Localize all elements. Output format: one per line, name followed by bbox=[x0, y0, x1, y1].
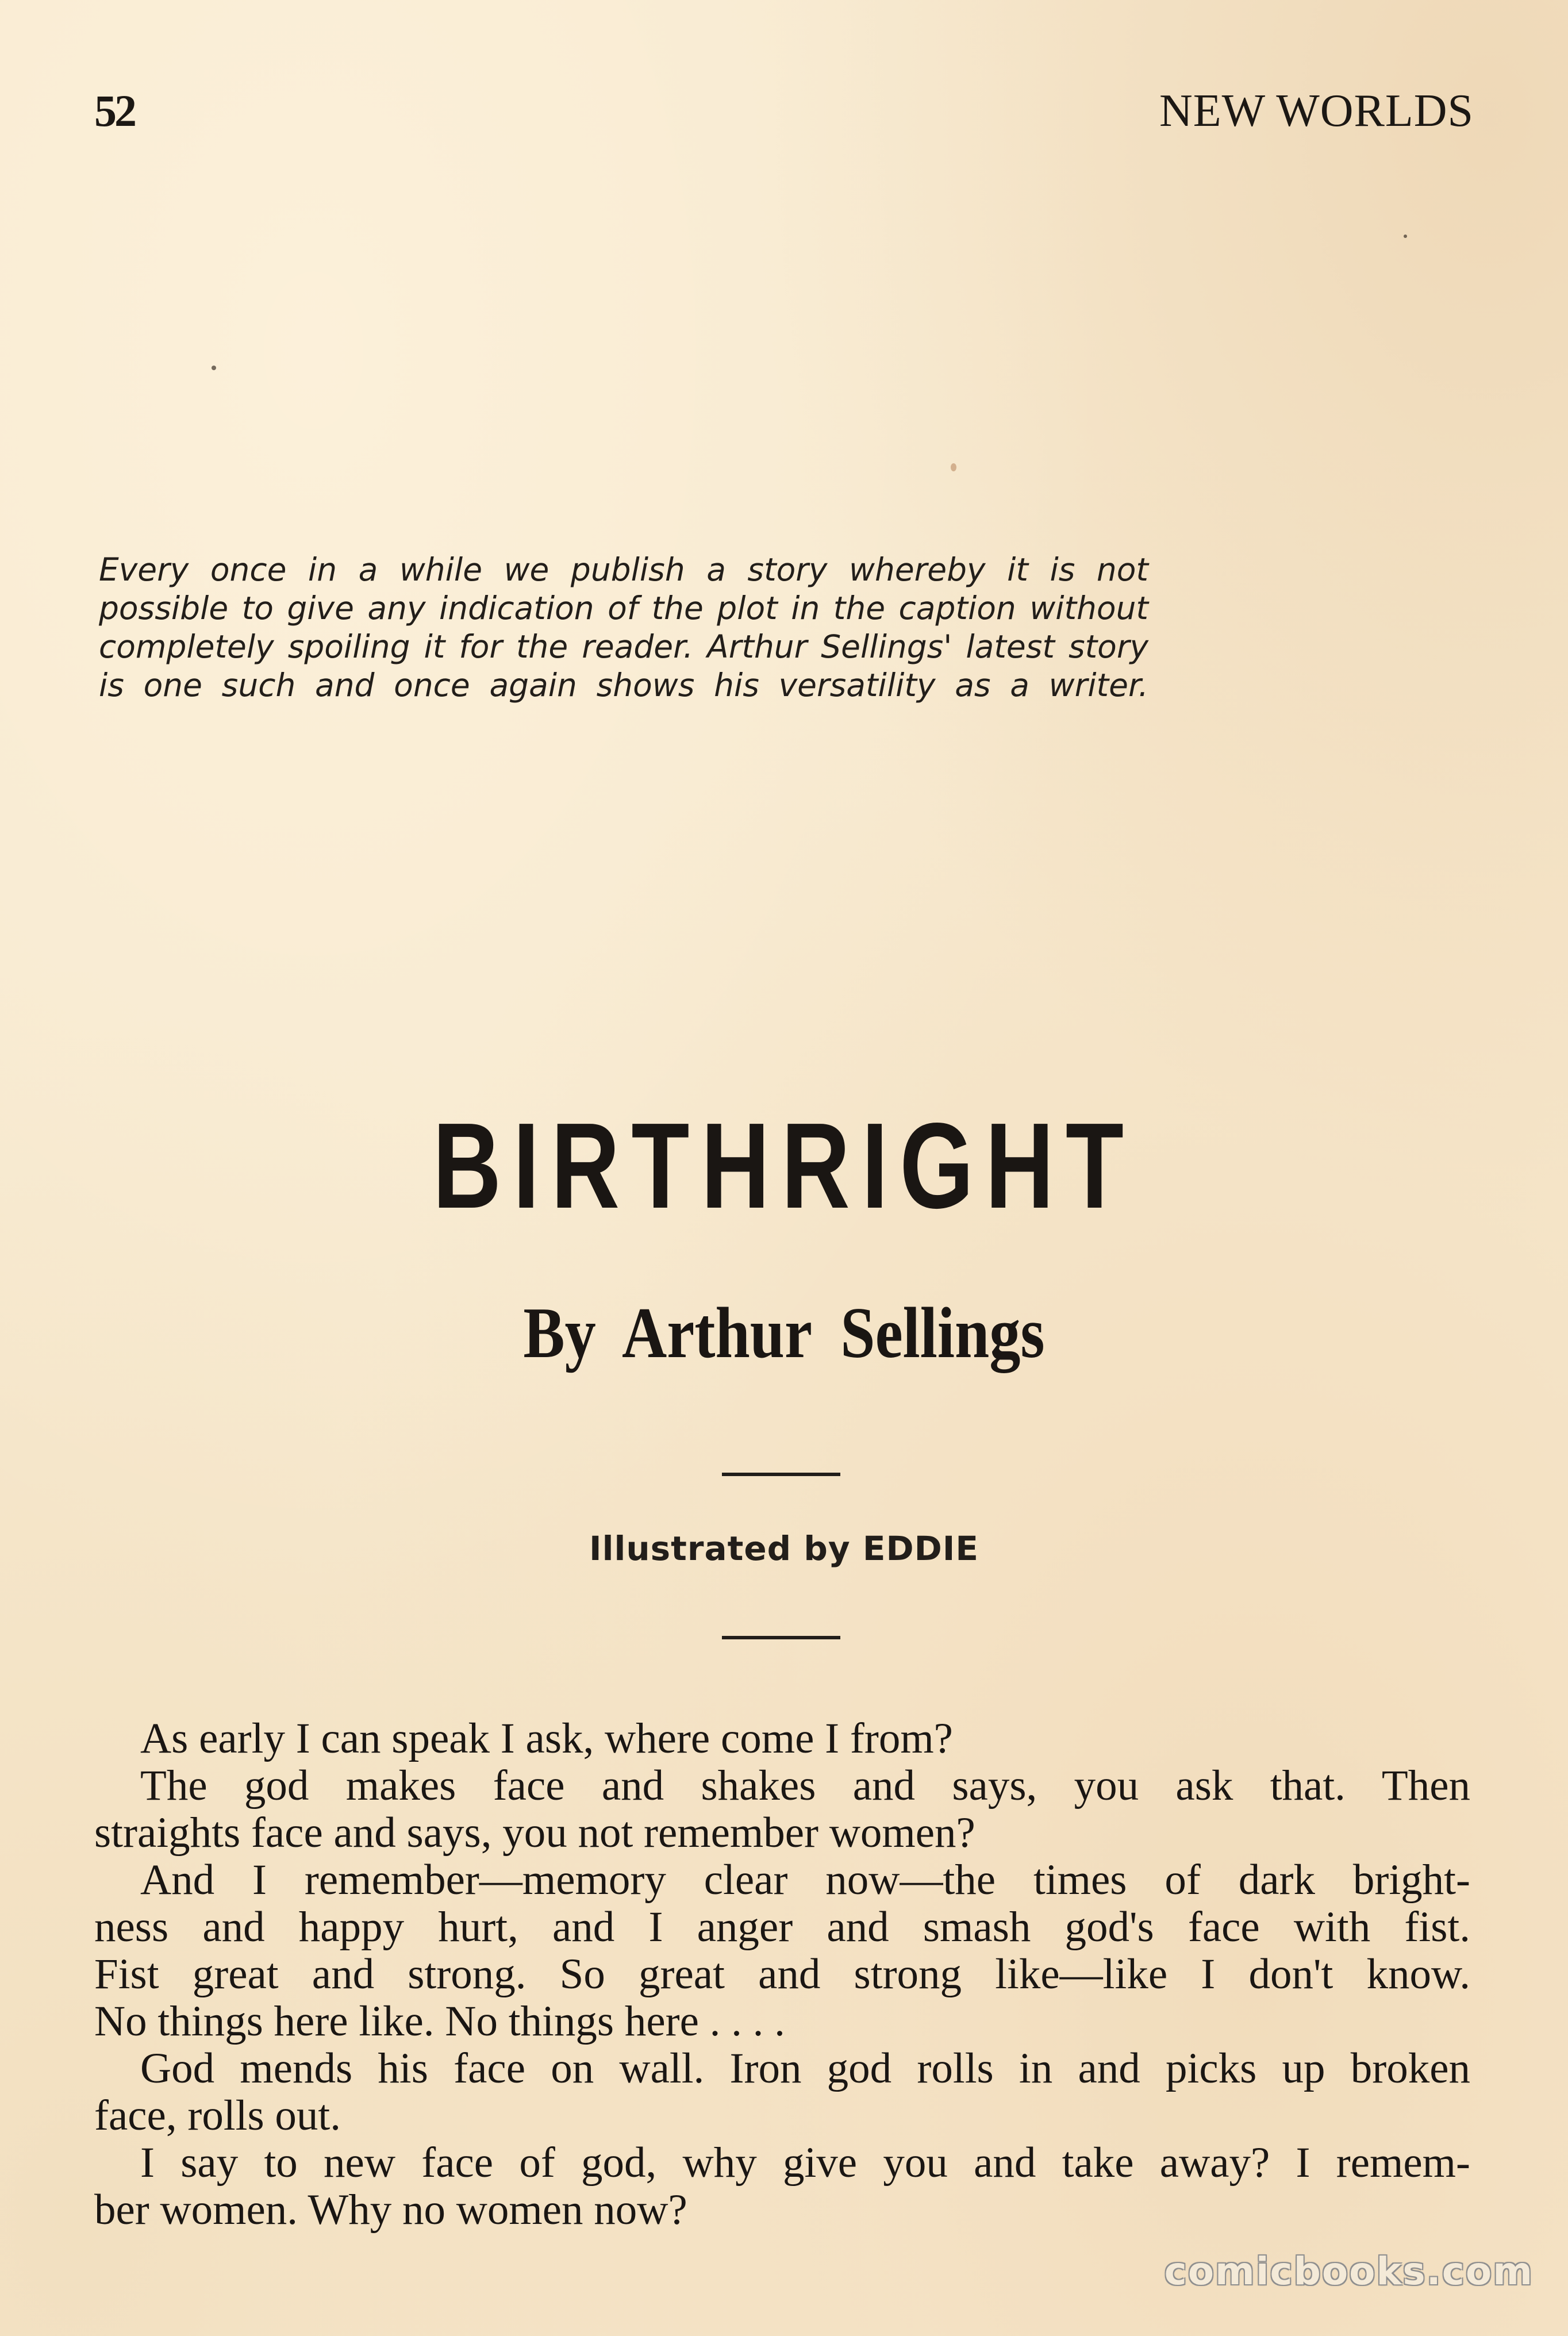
paper-speck bbox=[1404, 235, 1407, 238]
story-byline: By Arthur Sellings bbox=[523, 1293, 1045, 1373]
intro-caption bbox=[99, 551, 1148, 705]
body-line: And I remember—memory clear now—the times of dark bright- bbox=[140, 1856, 1470, 1904]
intro-caption-line: Every once in a while we publish a story whereby it is not bbox=[99, 551, 1148, 588]
divider-rule bbox=[722, 1636, 840, 1639]
paper-speck bbox=[212, 366, 216, 370]
body-line: ness and happy hurt, and I anger and smash god's face with fist. bbox=[94, 1903, 1470, 1951]
page-number: 52 bbox=[94, 86, 134, 136]
intro-caption-line: is one such and once again shows his versatility as a writer. bbox=[99, 667, 1148, 704]
body-line: ber women. Why no women now? bbox=[94, 2186, 687, 2234]
body-line: Fist great and strong. So great and strong like—like I don't know. bbox=[94, 1950, 1470, 1998]
body-line: straights face and says, you not remember women? bbox=[94, 1809, 975, 1857]
body-line: I say to new face of god, why give you and take away? I remem- bbox=[140, 2139, 1470, 2187]
body-line: face, rolls out. bbox=[94, 2092, 341, 2139]
body-line: As early I can speak I ask, where come I from? bbox=[140, 1715, 953, 1762]
running-head: NEW WORLDS bbox=[1159, 86, 1474, 136]
paper-speck bbox=[951, 463, 956, 471]
body-line: No things here like. No things here . . . . bbox=[94, 1997, 785, 2045]
body-line: The god makes face and shakes and says, you ask that. Then bbox=[140, 1762, 1470, 1809]
story-body bbox=[94, 1715, 1470, 2234]
divider-rule bbox=[722, 1473, 840, 1476]
body-line: God mends his face on wall. Iron god rolls in and picks up broken bbox=[140, 2045, 1470, 2092]
intro-caption-line: completely spoiling it for the reader. Arthur Sellings' latest story bbox=[99, 628, 1148, 665]
watermark: comicbooks.com bbox=[1164, 2249, 1534, 2293]
intro-caption-line: possible to give any indication of the plot in the caption without bbox=[99, 590, 1148, 627]
illustrator-credit: Illustrated by EDDIE bbox=[589, 1529, 979, 1568]
story-title: BIRTHRIGHT bbox=[432, 1097, 1136, 1234]
